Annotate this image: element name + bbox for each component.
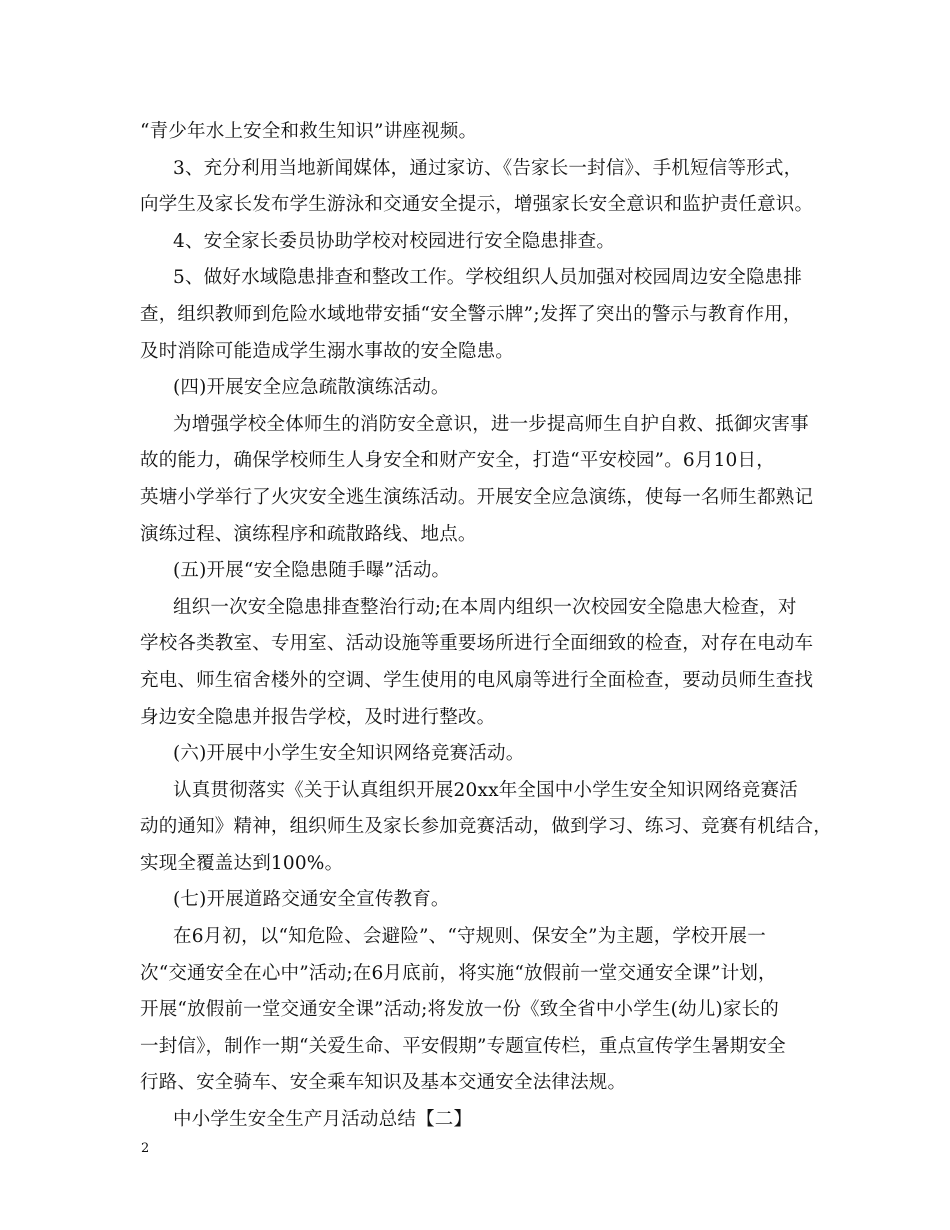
text-line: (六)开展中小学生安全知识网络竞赛活动。	[173, 743, 525, 765]
text-line: 次“交通安全在心中”活动;在6月底前，将实施“放假前一堂交通安全课”计划，	[140, 962, 777, 984]
text-line: 3、充分利用当地新闻媒体，通过家访、《告家长一封信》、手机短信等形式，	[173, 157, 803, 179]
text-line: 向学生及家长发布学生游泳和交通安全提示，增强家长安全意识和监护责任意识。	[140, 194, 814, 216]
text-line: 充电、师生宿舍楼外的空调、学生使用的电风扇等进行全面检查，要动员师生查找	[140, 669, 814, 691]
text-line: 为增强学校全体师生的消防安全意识，进一步提高师生自护自救、抵御灾害事	[173, 413, 809, 435]
text-line: 故的能力，确保学校师生人身安全和财产安全，打造“平安校园”。6月10日，	[140, 450, 775, 472]
page-number: 2	[141, 1141, 150, 1156]
text-line: (七)开展道路交通安全宣传教育。	[173, 889, 450, 911]
text-line: 学校各类教室、专用室、活动设施等重要场所进行全面细致的检查，对存在电动车	[140, 633, 814, 655]
text-line: 行路、安全骑车、安全乘车知识及基本交通安全法律法规。	[140, 1072, 627, 1094]
text-line: “青少年水上安全和救生知识”讲座视频。	[140, 121, 478, 142]
text-line: 认真贯彻落实《关于认真组织开展20xx年全国中小学生安全知识网络竞赛活	[173, 779, 798, 801]
text-line: 及时消除可能造成学生溺水事故的安全隐患。	[140, 340, 515, 362]
text-line: 身边安全隐患并报告学校，及时进行整改。	[140, 706, 496, 728]
text-line: 动的通知》精神，组织师生及家长参加竞赛活动，做到学习、练习、竞赛有机结合，	[140, 816, 832, 838]
text-line: (四)开展安全应急疏散演练活动。	[173, 377, 450, 399]
text-line: 英塘小学举行了火灾安全逃生演练活动。开展安全应急演练，使每一名师生都熟记	[140, 486, 814, 508]
text-line: 5、做好水域隐患排查和整改工作。学校组织人员加强对校园周边安全隐患排	[173, 267, 803, 289]
text-line: 一封信》，制作一期“关爱生命、平安假期”专题宣传栏，重点宣传学生暑期安全	[140, 1035, 786, 1057]
text-line: 4、安全家长委员协助学校对校园进行安全隐患排查。	[173, 230, 616, 252]
text-line: 查，组织教师到危险水域地带安插“安全警示牌”;发挥了突出的警示与教育作用，	[140, 303, 802, 325]
text-line: 组织一次安全隐患排查整治行动;在本周内组织一次校园安全隐患大检查，对	[173, 596, 797, 618]
text-line: (五)开展“安全隐患随手曝”活动。	[173, 560, 451, 582]
text-line: 在6月初，以“知危险、会避险”、“守规则、保安全”为主题，学校开展一	[173, 926, 766, 948]
text-line: 演练过程、演练程序和疏散路线、地点。	[140, 523, 477, 545]
text-line: 实现全覆盖达到100%。	[140, 852, 344, 874]
text-line: 开展“放假前一堂交通安全课”活动;将发放一份《致全省中小学生(幼儿)家长的	[140, 999, 779, 1021]
text-line: 中小学生安全生产月活动总结【二】	[173, 1109, 473, 1131]
document-body	[140, 114, 832, 1139]
